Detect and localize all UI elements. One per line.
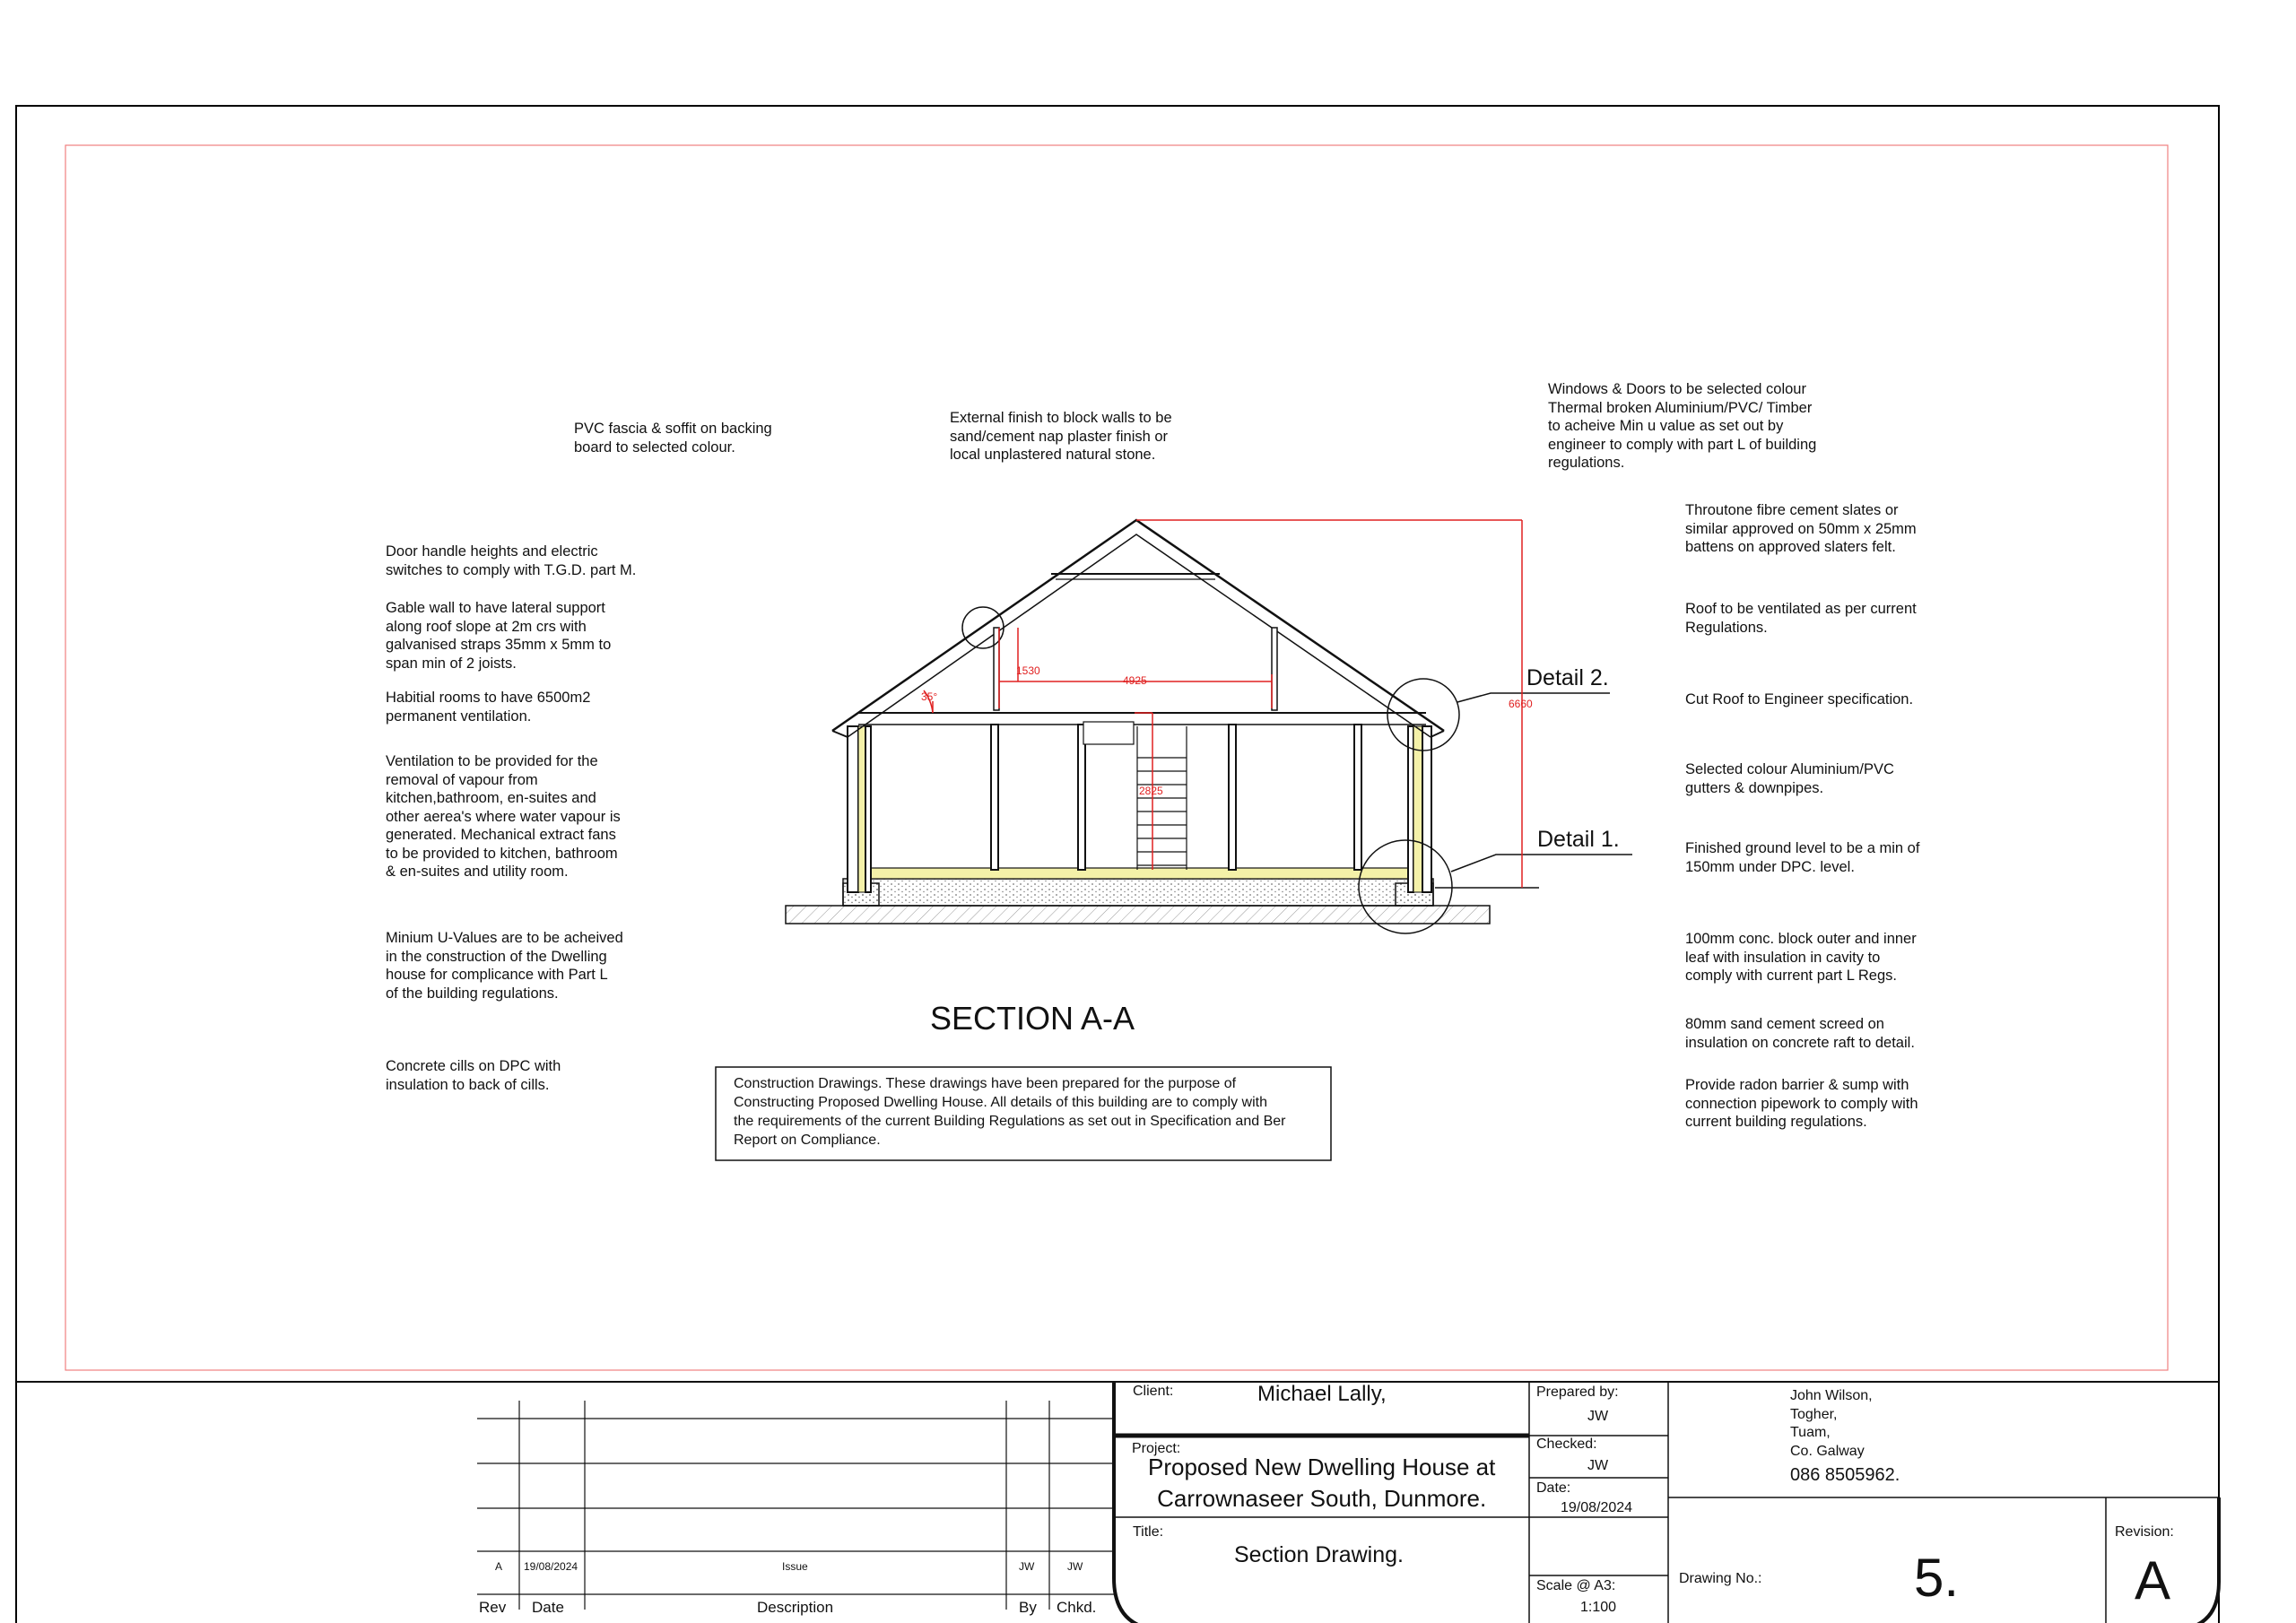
rev-row-description: Issue: [782, 1560, 808, 1573]
prepared-by: JW: [1587, 1409, 1609, 1424]
dimension-attic-height: 1530: [1016, 664, 1040, 677]
note-ventilation: Ventilation to be provided for the removal of vapour from kitchen,bathroom, en-suites and other aerea's where water vapour is generated. Mechanical extract fans to be provided to kitchen, bathroom & en-suites and utility room.: [386, 753, 621, 880]
note-habitable-rooms: Habitial rooms to have 6500m2 permanent ventilation.: [386, 690, 591, 725]
author-address: John Wilson, Togher, Tuam, Co. Galway: [1790, 1388, 1873, 1459]
dimension-overall-height: 6660: [1509, 698, 1533, 710]
note-ground-level: Finished ground level to be a min of 150mm under DPC. level.: [1685, 840, 1920, 875]
detail-1-label: Detail 1.: [1537, 827, 1620, 852]
floor-screed: [864, 868, 1413, 879]
rev-row-rev: A: [495, 1560, 503, 1573]
section-title: SECTION A-A: [930, 1000, 1135, 1037]
revision-label: Revision:: [2115, 1524, 2174, 1540]
note-pvc-fascia: PVC fascia & soffit on backing board to selected colour.: [574, 421, 772, 456]
note-external-finish: External finish to block walls to be sand/cement nap plaster finish or local unplastered natural stone.: [950, 410, 1172, 463]
checked-by: JW: [1587, 1458, 1609, 1473]
rev-header-description: Description: [757, 1599, 834, 1616]
note-block-walls: 100mm conc. block outer and inner leaf with insulation in cavity to comply with current part L Regs.: [1685, 931, 1917, 984]
note-windows-doors: Windows & Doors to be selected colour Thermal broken Aluminium/PVC/ Timber to acheive Min u value as set out by engineer to comply with part L of building regulations.: [1548, 381, 1817, 471]
note-cut-roof: Cut Roof to Engineer specification.: [1685, 691, 1914, 707]
note-gutters: Selected colour Aluminium/PVC gutters & downpipes.: [1685, 761, 1894, 796]
prepared-label: Prepared by:: [1536, 1384, 1619, 1400]
construction-note: Construction Drawings. These drawings have been prepared for the purpose of Constructing Proposed Dwelling House. All details of this building are to comply with the requirements of the current Building Regulations as set out in Specification and Ber Report on Compliance.: [734, 1076, 1286, 1148]
rev-header-by: By: [1019, 1599, 1037, 1616]
checked-label: Checked:: [1536, 1436, 1597, 1452]
ground-slab: [786, 906, 1490, 924]
rev-header-rev: Rev: [479, 1599, 507, 1616]
title-block-lines: [16, 1382, 2219, 1623]
rev-header-date: Date: [532, 1599, 564, 1616]
drawing-title: Section Drawing.: [1234, 1542, 1404, 1567]
scale-label: Scale @ A3:: [1536, 1578, 1616, 1593]
rev-row-chkd: JW: [1067, 1560, 1083, 1573]
raft-foundation: [843, 879, 1433, 906]
note-radon: Provide radon barrier & sump with connection pipework to comply with current building regulations.: [1685, 1077, 1918, 1130]
note-screed: 80mm sand cement screed on insulation on concrete raft to detail.: [1685, 1016, 1915, 1051]
client-name: Michael Lally,: [1257, 1382, 1387, 1406]
rev-row-date: 19/08/2024: [524, 1560, 578, 1573]
drawing-no-label: Drawing No.:: [1679, 1571, 1762, 1586]
title-label: Title:: [1133, 1524, 1164, 1540]
note-gable-wall: Gable wall to have lateral support along roof slope at 2m crs with galvanised straps 35mm x 5mm to span min of 2 joists.: [386, 600, 612, 672]
stairs: [1083, 722, 1187, 870]
project-label: Project:: [1132, 1441, 1181, 1456]
project-name: Proposed New Dwelling House at Carrownaseer South, Dunmore.: [1148, 1454, 1496, 1512]
print-boundary: [65, 145, 2168, 1370]
author-phone: 086 8505962.: [1790, 1465, 1900, 1485]
rev-row-by: JW: [1019, 1560, 1035, 1573]
note-u-values: Minium U-Values are to be acheived in the construction of the Dwelling house for complicance with Part L of the building regulations.: [386, 930, 623, 1002]
date-value: 19/08/2024: [1561, 1500, 1633, 1515]
drawing-number: 5.: [1914, 1548, 1960, 1608]
dimension-floor-height: 2825: [1139, 785, 1163, 797]
revision-letter: A: [2135, 1550, 2171, 1610]
rev-header-chkd: Chkd.: [1057, 1599, 1097, 1616]
client-label: Client:: [1133, 1384, 1174, 1399]
note-roof-ventilated: Roof to be ventilated as per current Regulations.: [1685, 601, 1917, 636]
note-concrete-cills: Concrete cills on DPC with insulation to back of cills.: [386, 1058, 561, 1093]
detail-2-label: Detail 2.: [1526, 665, 1609, 690]
note-slates: Throutone fibre cement slates or similar approved on 50mm x 25mm battens on approved slaters felt.: [1685, 502, 1917, 555]
note-door-handle: Door handle heights and electric switches to comply with T.G.D. part M.: [386, 543, 637, 578]
roof-pitch-label: 35°: [921, 690, 938, 703]
date-label: Date:: [1536, 1480, 1571, 1496]
dimension-width: 4925: [1123, 674, 1147, 687]
scale-value: 1:100: [1580, 1600, 1617, 1615]
building-section: [786, 520, 1632, 933]
